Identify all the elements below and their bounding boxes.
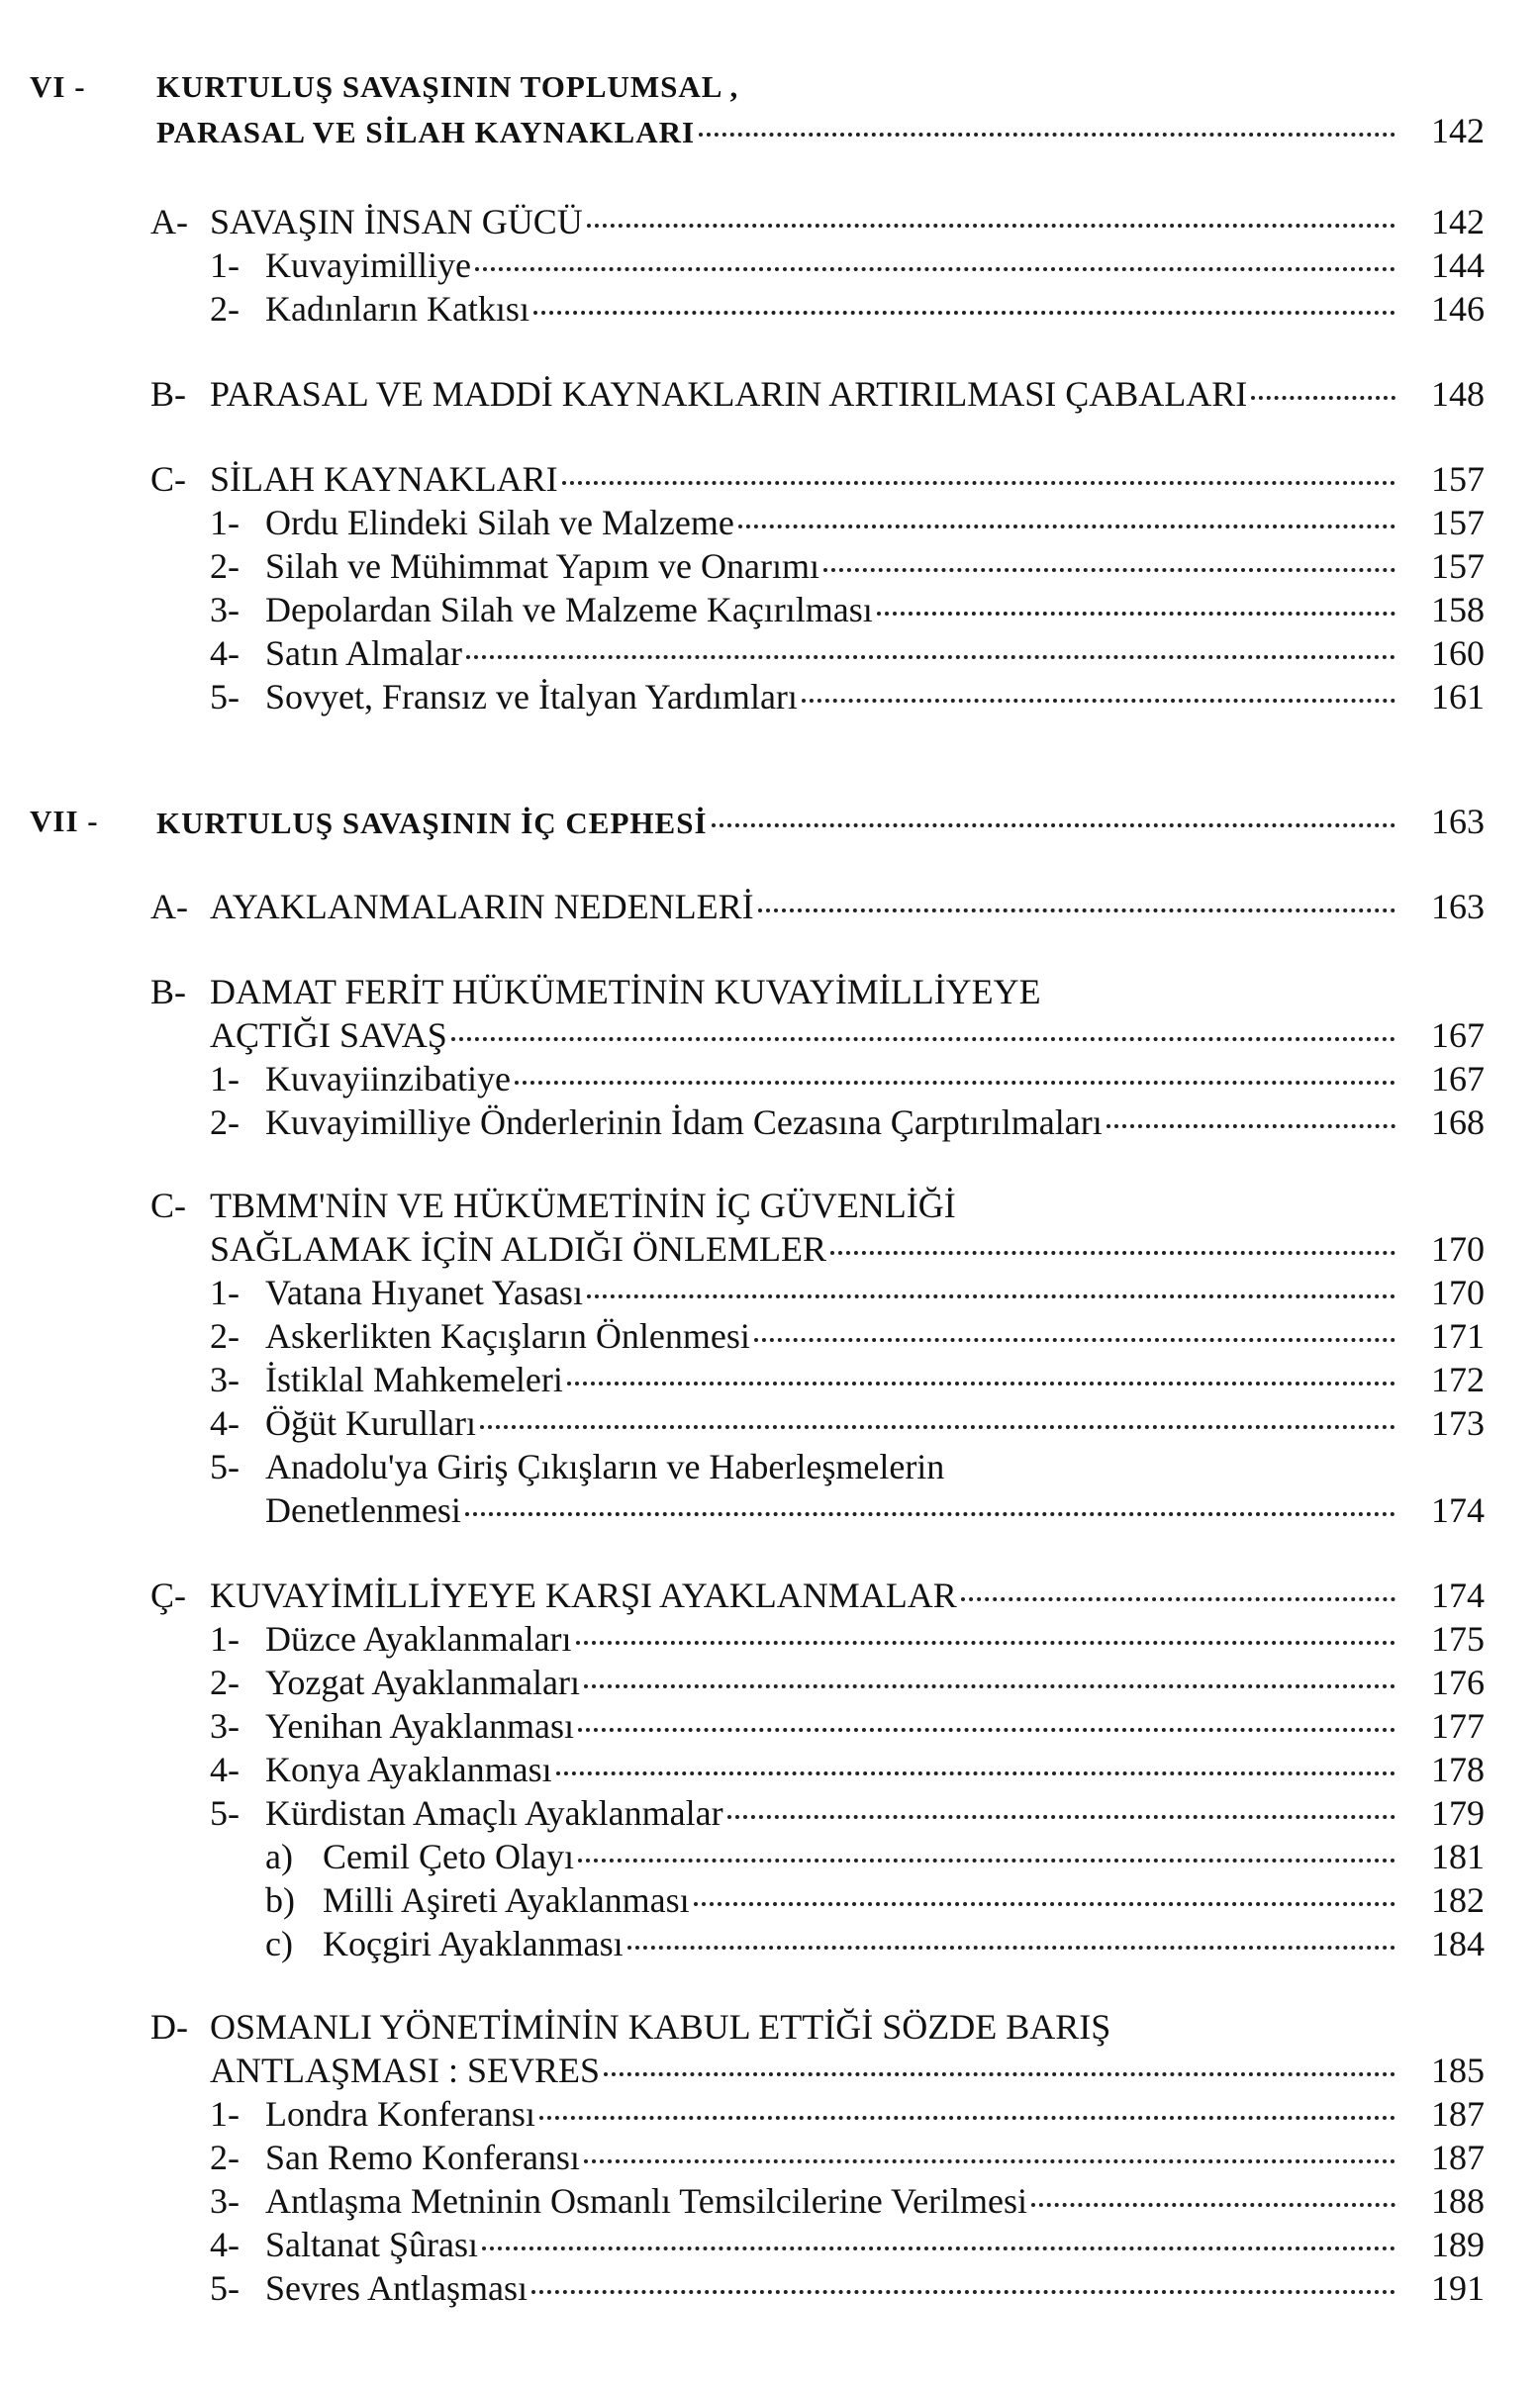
item-title: İstiklal Mahkemeleri — [265, 1360, 563, 1399]
dot-leader — [754, 1338, 1396, 1342]
item-number: 2- — [210, 2138, 240, 2177]
toc-entry[interactable] — [0, 2049, 1540, 2092]
page-number: 176 — [1431, 1663, 1485, 1702]
section-title-line2: SAĞLAMAK İÇİN ALDIĞI ÖNLEMLER — [210, 1229, 826, 1269]
dot-leader — [604, 2072, 1396, 2076]
item-title: Yenihan Ayaklanması — [265, 1706, 575, 1746]
toc-entry[interactable] — [0, 287, 1540, 331]
item-number: 5- — [210, 1447, 240, 1486]
toc-entry[interactable] — [0, 200, 1540, 243]
toc-entry[interactable] — [0, 1271, 1540, 1314]
item-title: Depolardan Silah ve Malzeme Kaçırılması — [265, 590, 873, 629]
page-number: 173 — [1431, 1403, 1485, 1443]
page-number: 189 — [1431, 2225, 1485, 2264]
page-number: 163 — [1431, 802, 1485, 841]
item-title: Saltanat Şûrası — [265, 2225, 478, 2264]
toc-entry[interactable] — [0, 1791, 1540, 1835]
dot-leader — [587, 224, 1396, 228]
dot-leader — [576, 1641, 1396, 1645]
section-label: C- — [150, 459, 186, 499]
section-label: B- — [150, 374, 186, 414]
section-label: B- — [150, 972, 186, 1011]
toc-entry[interactable] — [0, 2136, 1540, 2179]
page-number: 170 — [1431, 1273, 1485, 1312]
section-title: SAVAŞIN İNSAN GÜCÜ — [210, 202, 583, 241]
item-number: 2- — [210, 1663, 240, 1702]
item-title: Öğüt Kurulları — [265, 1403, 476, 1443]
item-number: 2- — [210, 1316, 240, 1356]
item-title: Kuvayiinzibatiye — [265, 1059, 511, 1099]
page-number: 157 — [1431, 503, 1485, 542]
dot-leader — [627, 1946, 1396, 1950]
page-number: 191 — [1431, 2268, 1485, 2308]
toc-entry[interactable] — [0, 631, 1540, 675]
toc-entry[interactable] — [0, 675, 1540, 718]
item-number: 3- — [210, 1706, 240, 1746]
dot-leader — [515, 1081, 1396, 1085]
chapter-vi-title-line2: PARASAL VE SİLAH KAYNAKLARI — [156, 115, 696, 149]
page-number: 157 — [1431, 459, 1485, 499]
section-label: D- — [150, 2007, 188, 2047]
item-number: a) — [265, 1837, 293, 1876]
section-label: A- — [150, 887, 188, 926]
dot-leader — [961, 1597, 1396, 1601]
toc-entry[interactable] — [0, 501, 1540, 544]
page-number: 148 — [1431, 374, 1485, 414]
item-title-line2: Denetlenmesi — [265, 1490, 461, 1530]
dot-leader — [1107, 1124, 1396, 1128]
page-number: 170 — [1431, 1229, 1485, 1269]
dot-leader — [712, 823, 1396, 827]
item-title: Silah ve Mühimmat Yapım ve Onarımı — [265, 546, 819, 586]
item-number: 1- — [210, 503, 240, 542]
page-number: 187 — [1431, 2138, 1485, 2177]
page-number: 187 — [1431, 2094, 1485, 2134]
toc-entry[interactable] — [0, 2092, 1540, 2136]
item-title: Antlaşma Metninin Osmanlı Temsilcilerine Verilmesi — [265, 2181, 1028, 2221]
section-label: C- — [150, 1186, 186, 1225]
item-title: Düzce Ayaklanmaları — [265, 1619, 572, 1659]
dot-leader — [694, 1902, 1396, 1906]
item-number: 1- — [210, 1059, 240, 1099]
dot-leader — [1031, 2203, 1396, 2207]
item-number: 5- — [210, 677, 240, 717]
dot-leader — [466, 655, 1396, 659]
chapter-vii-numeral: VII - — [30, 804, 99, 838]
dot-leader — [475, 267, 1396, 271]
item-number: b) — [265, 1880, 295, 1920]
item-title: Askerlikten Kaçışların Önlenmesi — [265, 1316, 750, 1356]
toc-entry-line1 — [0, 970, 1540, 1013]
item-title: Milli Aşireti Ayaklanması — [323, 1880, 690, 1920]
section-title: PARASAL VE MADDİ KAYNAKLARIN ARTIRILMASI ÇABALARI — [210, 374, 1248, 414]
item-title: Kadınların Katkısı — [265, 289, 529, 329]
item-title: Vatana Hıyanet Yasası — [265, 1273, 583, 1312]
item-number: 5- — [210, 2268, 240, 2308]
dot-leader — [567, 1382, 1396, 1386]
item-number: c) — [265, 1924, 293, 1963]
chapter-vi-title-line1: KURTULUŞ SAVAŞININ TOPLUMSAL , — [156, 69, 739, 104]
section-title: SİLAH KAYNAKLARI — [210, 459, 558, 499]
page-number: 167 — [1431, 1059, 1485, 1099]
page-number: 142 — [1431, 202, 1485, 241]
page-number: 144 — [1431, 245, 1485, 285]
toc-entry[interactable] — [0, 1748, 1540, 1791]
page-number: 182 — [1431, 1880, 1485, 1920]
toc-entry[interactable] — [0, 1358, 1540, 1401]
page-number: 158 — [1431, 590, 1485, 629]
item-title: San Remo Konferansı — [265, 2138, 580, 2177]
item-title: Yozgat Ayaklanmaları — [265, 1663, 580, 1702]
toc-entry[interactable] — [0, 885, 1540, 928]
item-number: 2- — [210, 289, 240, 329]
page-number: 157 — [1431, 546, 1485, 586]
dot-leader — [877, 612, 1396, 616]
page-number: 174 — [1431, 1576, 1485, 1615]
item-number: 1- — [210, 1619, 240, 1659]
toc-entry[interactable] — [0, 457, 1540, 501]
toc-entry[interactable] — [0, 2223, 1540, 2266]
page-number: 178 — [1431, 1750, 1485, 1789]
page-number: 185 — [1431, 2051, 1485, 2090]
page-number: 171 — [1431, 1316, 1485, 1356]
section-title-line1: OSMANLI YÖNETİMİNİN KABUL ETTİĞİ SÖZDE BARIŞ — [210, 2007, 1111, 2047]
item-title: Londra Konferansı — [265, 2094, 535, 2134]
section-title: KUVAYİMİLLİYEYE KARŞI AYAKLANMALAR — [210, 1576, 957, 1615]
section-title-line2: ANTLAŞMASI : SEVRES — [210, 2051, 601, 2090]
dot-leader — [578, 1859, 1396, 1863]
toc-entry-line1 — [0, 1445, 1540, 1488]
page-number: 177 — [1431, 1706, 1485, 1746]
page-number: 172 — [1431, 1360, 1485, 1399]
dot-leader — [587, 1294, 1396, 1298]
toc-entry[interactable] — [0, 1661, 1540, 1704]
dot-leader — [699, 133, 1396, 137]
page-number: 179 — [1431, 1793, 1485, 1833]
page-number: 188 — [1431, 2181, 1485, 2221]
dot-leader — [556, 1771, 1396, 1775]
chapter-vii-title: KURTULUŞ SAVAŞININ İÇ CEPHESİ — [156, 806, 708, 840]
item-title: Sevres Antlaşması — [265, 2268, 528, 2308]
item-number: 4- — [210, 1403, 240, 1443]
toc-entry[interactable] — [0, 1057, 1540, 1100]
section-title: AYAKLANMALARIN NEDENLERİ — [210, 887, 754, 926]
toc-entry[interactable] — [0, 2266, 1540, 2310]
page-number: 160 — [1431, 633, 1485, 673]
dot-leader — [578, 1728, 1396, 1732]
toc-entry-line1 — [0, 1184, 1540, 1227]
dot-leader — [830, 1251, 1396, 1255]
dot-leader — [539, 2116, 1396, 2120]
toc-entry[interactable] — [0, 1574, 1540, 1617]
page-number: 184 — [1431, 1924, 1485, 1963]
toc-entry[interactable] — [0, 1401, 1540, 1445]
section-label: Ç- — [150, 1576, 186, 1615]
item-number: 1- — [210, 1273, 240, 1312]
toc-entry[interactable] — [0, 1922, 1540, 1965]
dot-leader — [482, 2246, 1396, 2250]
item-number: 3- — [210, 2181, 240, 2221]
toc-entry[interactable] — [0, 109, 1540, 152]
item-number: 2- — [210, 1102, 240, 1142]
dot-leader — [451, 1037, 1396, 1041]
chapter-vi-numeral: VI - — [30, 69, 86, 104]
item-number: 1- — [210, 2094, 240, 2134]
toc-entry[interactable] — [0, 800, 1540, 843]
item-number: 4- — [210, 1750, 240, 1789]
item-title: Satın Almalar — [265, 633, 462, 673]
item-number: 3- — [210, 590, 240, 629]
item-title: Koçgiri Ayaklanması — [323, 1924, 624, 1963]
dot-leader — [1251, 396, 1396, 400]
section-title-line2: AÇTIĞI SAVAŞ — [210, 1015, 447, 1055]
toc-entry[interactable] — [0, 544, 1540, 588]
item-title-line1: Anadolu'ya Giriş Çıkışların ve Haberleşmelerin — [265, 1447, 945, 1486]
item-number: 5- — [210, 1793, 240, 1833]
section-title-line1: DAMAT FERİT HÜKÜMETİNİN KUVAYİMİLLİYEYE — [210, 972, 1041, 1011]
dot-leader — [738, 525, 1396, 528]
dot-leader — [584, 2159, 1396, 2163]
item-title: Ordu Elindeki Silah ve Malzeme — [265, 503, 734, 542]
dot-leader — [802, 699, 1396, 703]
dot-leader — [758, 908, 1396, 912]
page-number: 174 — [1431, 1490, 1485, 1530]
page-number: 175 — [1431, 1619, 1485, 1659]
dot-leader — [480, 1425, 1396, 1429]
toc-entry[interactable] — [0, 1314, 1540, 1358]
toc-entry[interactable] — [0, 243, 1540, 287]
item-title: Sovyet, Fransız ve İtalyan Yardımları — [265, 677, 798, 717]
section-label: A- — [150, 202, 188, 241]
page-number: 161 — [1431, 677, 1485, 717]
item-number: 1- — [210, 245, 240, 285]
page-number: 142 — [1431, 111, 1485, 150]
page-number: 167 — [1431, 1015, 1485, 1055]
page-number: 163 — [1431, 887, 1485, 926]
dot-leader — [465, 1512, 1396, 1516]
toc-entry[interactable] — [0, 588, 1540, 631]
page-number: 168 — [1431, 1102, 1485, 1142]
dot-leader — [531, 2290, 1396, 2294]
toc-entry[interactable] — [0, 372, 1540, 416]
item-number: 4- — [210, 633, 240, 673]
toc-entry[interactable] — [0, 1488, 1540, 1532]
dot-leader — [823, 568, 1396, 572]
chapter-vi-heading — [0, 65, 1540, 109]
toc-entry[interactable] — [0, 1704, 1540, 1748]
item-title: Konya Ayaklanması — [265, 1750, 552, 1789]
item-title: Kuvayimilliye Önderlerinin İdam Cezasına Çarptırılmaları — [265, 1102, 1103, 1142]
section-title-line1: TBMM'NİN VE HÜKÜMETİNİN İÇ GÜVENLİĞİ — [210, 1186, 956, 1225]
item-number: 3- — [210, 1360, 240, 1399]
item-title: Kürdistan Amaçlı Ayaklanmalar — [265, 1793, 723, 1833]
toc-entry[interactable] — [0, 1617, 1540, 1661]
item-number: 2- — [210, 546, 240, 586]
toc-entry[interactable] — [0, 1013, 1540, 1057]
toc-entry-line1 — [0, 2005, 1540, 2049]
toc-entry[interactable] — [0, 1835, 1540, 1878]
page-number: 146 — [1431, 289, 1485, 329]
dot-leader — [533, 311, 1396, 315]
page-number: 181 — [1431, 1837, 1485, 1876]
dot-leader — [562, 481, 1396, 485]
dot-leader — [727, 1815, 1396, 1819]
item-number: 4- — [210, 2225, 240, 2264]
item-title: Kuvayimilliye — [265, 245, 471, 285]
toc-entry[interactable] — [0, 1878, 1540, 1922]
dot-leader — [584, 1684, 1396, 1688]
item-title: Cemil Çeto Olayı — [323, 1837, 574, 1876]
toc-entry[interactable] — [0, 1100, 1540, 1144]
toc-entry[interactable] — [0, 2179, 1540, 2223]
toc-entry[interactable] — [0, 1227, 1540, 1271]
